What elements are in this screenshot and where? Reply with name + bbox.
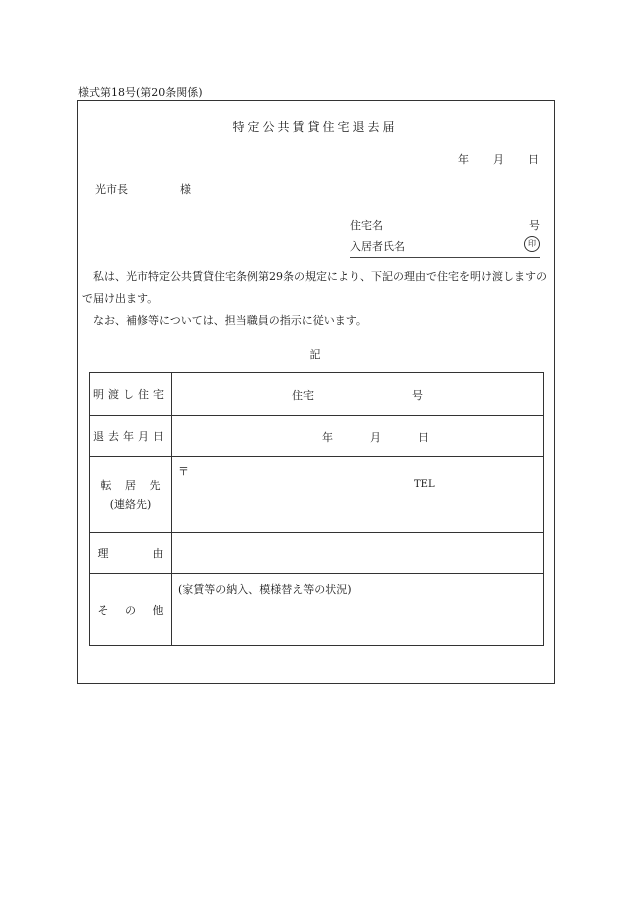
- table-row-vacate-housing: [90, 373, 543, 415]
- declaration-paragraph-2: なお、補修等については、担当職員の指示に従います。: [93, 314, 367, 327]
- table-row-vacate-date: [90, 415, 543, 456]
- table-row-reason: [90, 532, 543, 573]
- resident-name-label: 入居者氏名: [350, 240, 405, 253]
- vacate-date-label: 退去年月日: [90, 416, 172, 456]
- table-row-move-to: [90, 456, 543, 532]
- declaration-text: [82, 266, 552, 332]
- ki-heading: 記: [309, 348, 321, 361]
- move-to-field[interactable]: [172, 457, 543, 532]
- form-number-label: 様式第18号(第20条関係): [78, 86, 203, 99]
- vacate-housing-field[interactable]: [172, 373, 543, 415]
- other-field[interactable]: [172, 574, 543, 645]
- date-month-label: 月: [493, 153, 504, 166]
- vacate-housing-unit: 住宅: [292, 389, 314, 402]
- addressee-mayor: 光市長: [95, 183, 128, 196]
- addressee-honorific: 様: [180, 183, 191, 196]
- reason-field[interactable]: [172, 533, 543, 573]
- move-to-sublabel: (連絡先): [109, 498, 152, 511]
- other-label: そ の 他: [90, 574, 172, 645]
- applicant-housing-line: [350, 217, 540, 233]
- vacate-date-month: 月: [370, 431, 381, 444]
- declaration-paragraph-1: 私は、光市特定公共賃貸住宅条例第29条の規定により、下記の理由で住宅を明け渡しますので届け出ます。: [82, 270, 547, 305]
- move-to-label: [90, 457, 172, 532]
- vacate-date-field[interactable]: [172, 416, 543, 456]
- vacate-housing-label: 明渡し住宅: [90, 373, 172, 415]
- table-row-other: [90, 573, 543, 645]
- move-to-label-main: 転 居 先: [100, 479, 161, 492]
- form-title: 特定公共賃貸住宅退去届: [232, 120, 398, 134]
- vacate-date-day: 日: [418, 431, 429, 444]
- housing-name-label: 住宅名: [350, 219, 383, 232]
- housing-number-unit: 号: [529, 219, 540, 232]
- details-table: [89, 372, 544, 646]
- vacate-date-year: 年: [322, 431, 333, 444]
- vacate-housing-number: 号: [412, 389, 423, 402]
- date-day-label: 日: [528, 153, 539, 166]
- resident-name-field[interactable]: [350, 238, 540, 258]
- tel-label: TEL: [414, 479, 435, 490]
- other-note: (家賃等の納入、模様替え等の状況): [178, 583, 352, 596]
- addressee: [95, 181, 191, 197]
- seal-icon: 印: [524, 236, 540, 252]
- reason-label: 理 由: [90, 533, 172, 573]
- date-year-label: 年: [458, 153, 469, 166]
- postal-mark-icon: 〒: [178, 465, 189, 478]
